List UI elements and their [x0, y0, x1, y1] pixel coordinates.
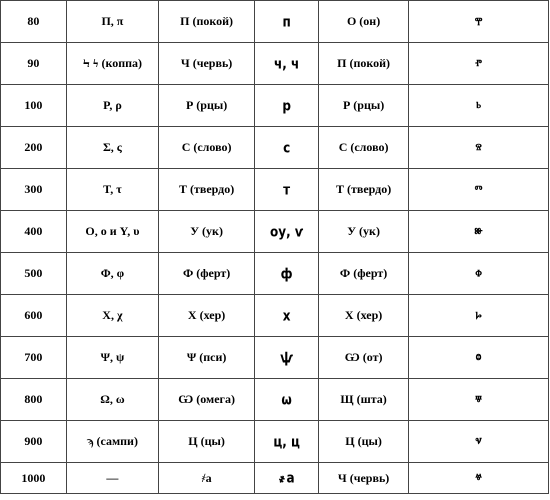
glagolitic-glyph: ⱈ	[475, 308, 482, 323]
cyrillic-glyph: ф	[280, 265, 293, 282]
cyrillic-letter-cell: Ѡ (омега)	[159, 379, 255, 421]
value-cell: 400	[1, 211, 67, 253]
glagolitic-glyph-cell	[409, 43, 549, 85]
greek-letter-cell: Π, π	[66, 1, 158, 43]
glagolitic-letter-cell: Т (твердо)	[319, 169, 409, 211]
glagolitic-glyph-cell	[409, 85, 549, 127]
cyrillic-glyph: оу, ѵ	[270, 223, 304, 240]
table-row	[1, 295, 549, 337]
table-row	[1, 379, 549, 421]
glagolitic-letter-cell: Щ (шта)	[319, 379, 409, 421]
glagolitic-glyph-cell	[409, 337, 549, 379]
cyrillic-glyph: ҂а	[278, 469, 295, 487]
greek-letter-cell: Χ, χ	[66, 295, 158, 337]
greek-letter-cell: Ο, ο и Υ, υ	[66, 211, 158, 253]
cyrillic-glyph-cell	[255, 43, 319, 85]
cyrillic-letter-cell: С (слово)	[159, 127, 255, 169]
value-cell: 200	[1, 127, 67, 169]
glagolitic-glyph: ⱍ	[475, 471, 482, 485]
glagolitic-glyph-cell	[409, 295, 549, 337]
glagolitic-glyph: ⱌ	[475, 434, 482, 449]
cyrillic-glyph-cell	[255, 295, 319, 337]
cyrillic-glyph-cell	[255, 1, 319, 43]
cyrillic-letter-cell: У (ук)	[159, 211, 255, 253]
greek-letter-cell: Τ, τ	[66, 169, 158, 211]
glagolitic-letter-cell: О (он)	[319, 1, 409, 43]
cyrillic-letter-cell: Ψ (пси)	[159, 337, 255, 379]
glagolitic-glyph-cell	[409, 169, 549, 211]
greek-letter-cell: Ϟ ϟ (коппа)	[66, 43, 158, 85]
cyrillic-letter-cell: Ч (червь)	[159, 43, 255, 85]
value-cell: 500	[1, 253, 67, 295]
glagolitic-glyph-cell	[409, 211, 549, 253]
cyrillic-letter-cell: ҂а	[159, 463, 255, 494]
table-row	[1, 337, 549, 379]
cyrillic-glyph: с	[283, 139, 291, 156]
value-cell: 90	[1, 43, 67, 85]
cyrillic-glyph: х	[282, 307, 291, 324]
glagolitic-letter-cell: Ц (цы)	[319, 421, 409, 463]
cyrillic-letter-cell: Р (рцы)	[159, 85, 255, 127]
value-cell: 300	[1, 169, 67, 211]
glagolitic-glyph: ⱋ	[475, 392, 482, 407]
value-cell: 700	[1, 337, 67, 379]
cyrillic-glyph-cell	[255, 379, 319, 421]
cyrillic-letter-cell: Т (твердо)	[159, 169, 255, 211]
glagolitic-glyph-cell	[409, 1, 549, 43]
value-cell: 600	[1, 295, 67, 337]
cyrillic-glyph-cell	[255, 127, 319, 169]
glagolitic-glyph-cell	[409, 253, 549, 295]
greek-letter-cell: ϡ (сампи)	[66, 421, 158, 463]
greek-letter-cell: Φ, φ	[66, 253, 158, 295]
greek-letter-cell: —	[66, 463, 158, 494]
cyrillic-glyph: р	[282, 97, 291, 114]
glagolitic-glyph: ⱇ	[475, 266, 482, 281]
glagolitic-letter-cell: У (ук)	[319, 211, 409, 253]
cyrillic-glyph-cell	[255, 211, 319, 253]
cyrillic-glyph: ц, ц	[273, 433, 300, 450]
cyrillic-glyph-cell	[255, 85, 319, 127]
glagolitic-letter-cell: Р (рцы)	[319, 85, 409, 127]
cyrillic-glyph-cell	[255, 463, 319, 494]
cyrillic-glyph-cell	[255, 421, 319, 463]
cyrillic-glyph: п	[282, 13, 291, 30]
cyrillic-glyph-cell	[255, 169, 319, 211]
cyrillic-letter-cell: Х (хер)	[159, 295, 255, 337]
cyrillic-glyph: ѱ	[280, 349, 293, 366]
table-body	[1, 1, 549, 494]
table-row	[1, 211, 549, 253]
glagolitic-letter-cell: П (покой)	[319, 43, 409, 85]
cyrillic-letter-cell: Ц (цы)	[159, 421, 255, 463]
value-cell: 900	[1, 421, 67, 463]
greek-letter-cell: Ρ, ρ	[66, 85, 158, 127]
greek-letter-cell: Σ, ς	[66, 127, 158, 169]
cyrillic-letter-cell: Ф (ферт)	[159, 253, 255, 295]
glagolitic-letter-cell: Ф (ферт)	[319, 253, 409, 295]
cyrillic-letter-cell: П (покой)	[159, 1, 255, 43]
table-row	[1, 169, 549, 211]
greek-letter-cell: Ψ, ψ	[66, 337, 158, 379]
cyrillic-glyph: ч, ч	[274, 55, 300, 72]
table-row	[1, 1, 549, 43]
glagolitic-letter-cell: С (слово)	[319, 127, 409, 169]
glagolitic-glyph: ⱂ	[475, 56, 482, 71]
glagolitic-letter-cell: Х (хер)	[319, 295, 409, 337]
glagolitic-glyph: ⱆ	[474, 224, 483, 239]
cyrillic-glyph-cell	[255, 337, 319, 379]
table-row	[1, 421, 549, 463]
value-cell: 1000	[1, 463, 67, 494]
glagolitic-glyph: ⱉ	[475, 350, 482, 365]
glagolitic-glyph-cell	[409, 421, 549, 463]
glagolitic-glyph-cell	[409, 463, 549, 494]
glagolitic-glyph: ⱃ	[476, 98, 482, 113]
table-row	[1, 463, 549, 494]
glagolitic-glyph: ⱄ	[475, 140, 482, 155]
cyrillic-glyph: т	[283, 181, 291, 198]
glagolitic-glyph-cell	[409, 127, 549, 169]
table-row	[1, 253, 549, 295]
glagolitic-letter-cell: Ѡ (от)	[319, 337, 409, 379]
table-row	[1, 127, 549, 169]
value-cell: 800	[1, 379, 67, 421]
cyrillic-glyph: ѡ	[281, 391, 292, 408]
greek-letter-cell: Ω, ω	[66, 379, 158, 421]
glagolitic-glyph: ⱅ	[474, 182, 483, 197]
glagolitic-letter-cell: Ч (червь)	[319, 463, 409, 494]
value-cell: 80	[1, 1, 67, 43]
value-cell: 100	[1, 85, 67, 127]
glagolitic-glyph-cell	[409, 379, 549, 421]
table-row	[1, 43, 549, 85]
cyrillic-glyph-cell	[255, 253, 319, 295]
table-row	[1, 85, 549, 127]
glagolitic-glyph: ⰹ	[474, 14, 483, 29]
